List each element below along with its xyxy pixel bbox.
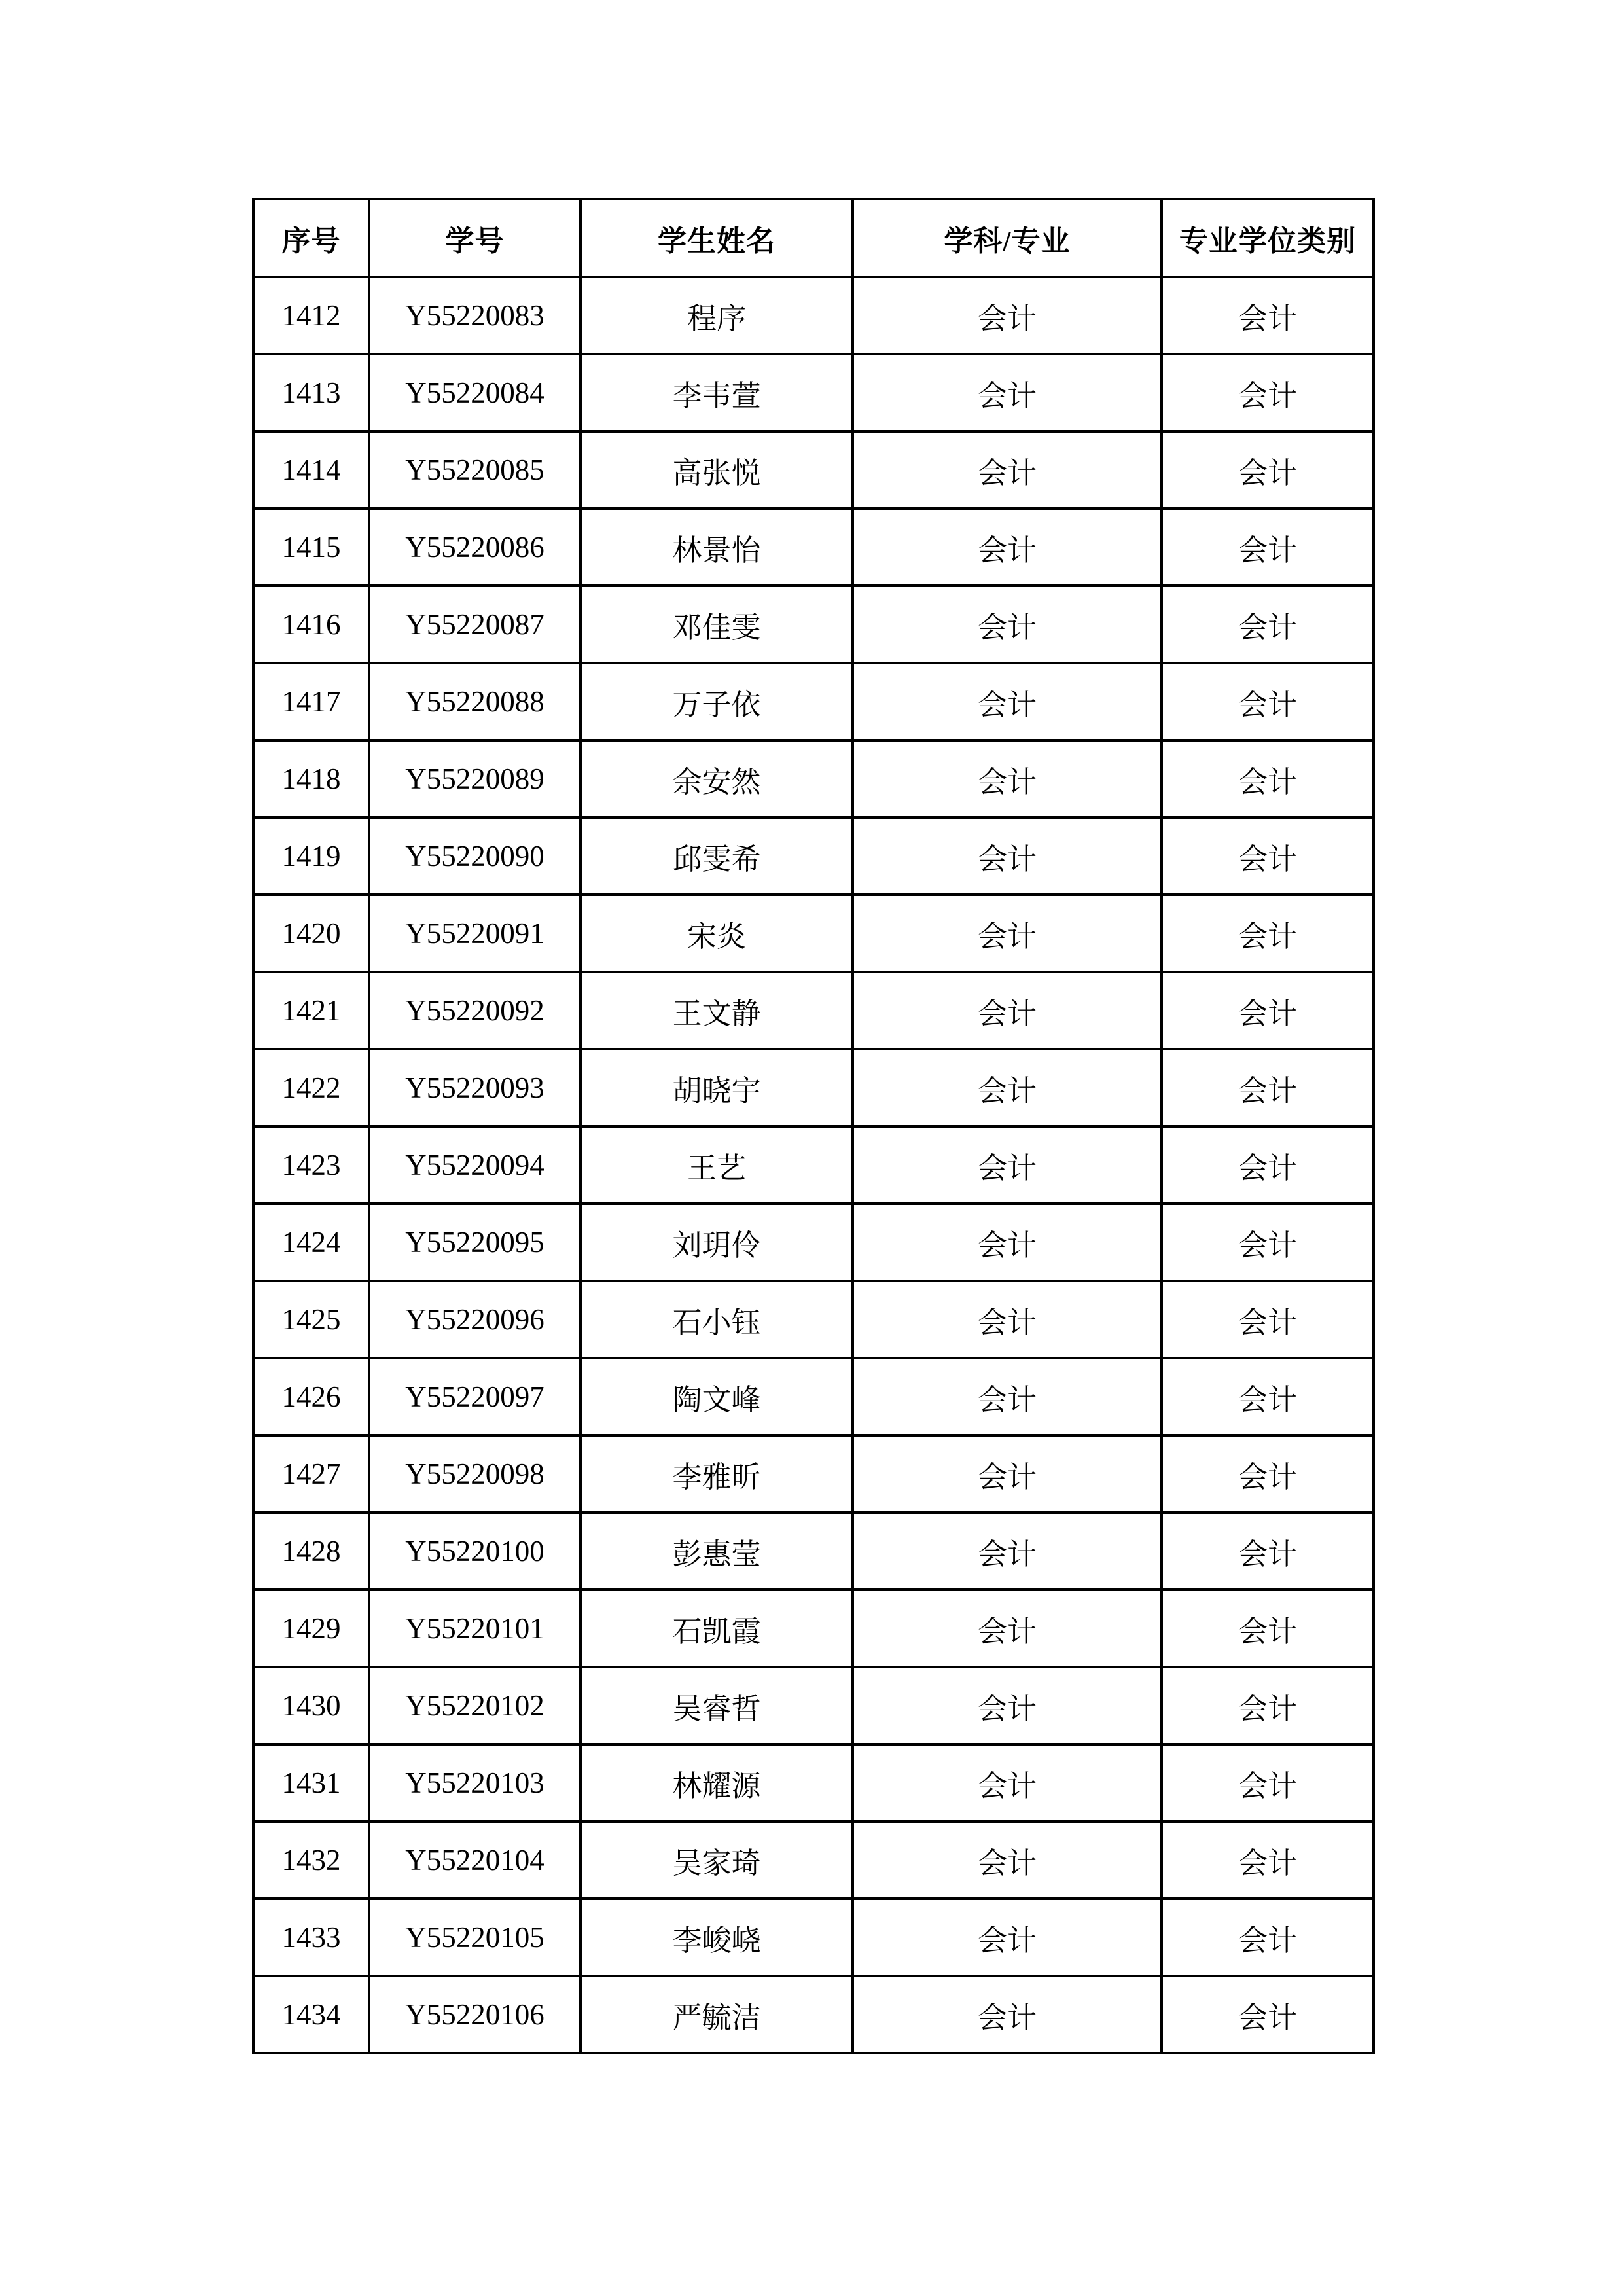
serial-cell: 1413 xyxy=(253,354,369,431)
table-row xyxy=(253,1358,1374,1435)
student-name-cell: 程序 xyxy=(580,277,853,354)
major-cell: 会计 xyxy=(853,1667,1162,1744)
header-degree-category: 专业学位类别 xyxy=(1162,199,1374,277)
table-row xyxy=(253,972,1374,1049)
degree-category-cell: 会计 xyxy=(1162,972,1374,1049)
header-serial: 序号 xyxy=(253,199,369,277)
student-id-cell: Y55220093 xyxy=(369,1049,580,1126)
major-cell: 会计 xyxy=(853,1899,1162,1976)
major-cell: 会计 xyxy=(853,895,1162,972)
degree-category-cell: 会计 xyxy=(1162,1281,1374,1358)
student-name-cell: 石凯霞 xyxy=(580,1590,853,1667)
table-row xyxy=(253,1821,1374,1899)
student-roster-table xyxy=(252,198,1375,2054)
serial-cell: 1423 xyxy=(253,1126,369,1204)
major-cell: 会计 xyxy=(853,1976,1162,2053)
student-id-cell: Y55220084 xyxy=(369,354,580,431)
student-id-cell: Y55220096 xyxy=(369,1281,580,1358)
table-row xyxy=(253,1513,1374,1590)
serial-cell: 1425 xyxy=(253,1281,369,1358)
degree-category-cell: 会计 xyxy=(1162,1049,1374,1126)
major-cell: 会计 xyxy=(853,1744,1162,1821)
student-name-cell: 林耀源 xyxy=(580,1744,853,1821)
student-name-cell: 胡晓宇 xyxy=(580,1049,853,1126)
student-name-cell: 林景怡 xyxy=(580,509,853,586)
student-name-cell: 陶文峰 xyxy=(580,1358,853,1435)
major-cell: 会计 xyxy=(853,431,1162,509)
student-name-cell: 王文静 xyxy=(580,972,853,1049)
degree-category-cell: 会计 xyxy=(1162,895,1374,972)
student-id-cell: Y55220094 xyxy=(369,1126,580,1204)
student-name-cell: 宋炎 xyxy=(580,895,853,972)
degree-category-cell: 会计 xyxy=(1162,1667,1374,1744)
student-name-cell: 王艺 xyxy=(580,1126,853,1204)
major-cell: 会计 xyxy=(853,586,1162,663)
table-row xyxy=(253,740,1374,817)
degree-category-cell: 会计 xyxy=(1162,1513,1374,1590)
serial-cell: 1432 xyxy=(253,1821,369,1899)
table-row xyxy=(253,431,1374,509)
serial-cell: 1422 xyxy=(253,1049,369,1126)
student-name-cell: 石小钰 xyxy=(580,1281,853,1358)
major-cell: 会计 xyxy=(853,1358,1162,1435)
table-row xyxy=(253,1049,1374,1126)
student-name-cell: 吴睿哲 xyxy=(580,1667,853,1744)
serial-cell: 1424 xyxy=(253,1204,369,1281)
serial-cell: 1431 xyxy=(253,1744,369,1821)
major-cell: 会计 xyxy=(853,1281,1162,1358)
table-row xyxy=(253,509,1374,586)
degree-category-cell: 会计 xyxy=(1162,1590,1374,1667)
student-id-cell: Y55220106 xyxy=(369,1976,580,2053)
serial-cell: 1427 xyxy=(253,1435,369,1513)
table-body xyxy=(253,277,1374,2053)
student-name-cell: 严毓洁 xyxy=(580,1976,853,2053)
student-name-cell: 李峻峣 xyxy=(580,1899,853,1976)
table-row xyxy=(253,277,1374,354)
table-row xyxy=(253,1744,1374,1821)
student-id-cell: Y55220088 xyxy=(369,663,580,740)
table-header xyxy=(253,199,1374,277)
degree-category-cell: 会计 xyxy=(1162,509,1374,586)
header-student-id: 学号 xyxy=(369,199,580,277)
serial-cell: 1414 xyxy=(253,431,369,509)
table-row xyxy=(253,586,1374,663)
table-row xyxy=(253,663,1374,740)
major-cell: 会计 xyxy=(853,509,1162,586)
student-id-cell: Y55220092 xyxy=(369,972,580,1049)
degree-category-cell: 会计 xyxy=(1162,1744,1374,1821)
serial-cell: 1419 xyxy=(253,817,369,895)
student-id-cell: Y55220091 xyxy=(369,895,580,972)
student-id-cell: Y55220085 xyxy=(369,431,580,509)
student-name-cell: 高张悦 xyxy=(580,431,853,509)
major-cell: 会计 xyxy=(853,277,1162,354)
major-cell: 会计 xyxy=(853,740,1162,817)
serial-cell: 1428 xyxy=(253,1513,369,1590)
major-cell: 会计 xyxy=(853,817,1162,895)
student-id-cell: Y55220095 xyxy=(369,1204,580,1281)
degree-category-cell: 会计 xyxy=(1162,354,1374,431)
serial-cell: 1421 xyxy=(253,972,369,1049)
serial-cell: 1433 xyxy=(253,1899,369,1976)
degree-category-cell: 会计 xyxy=(1162,277,1374,354)
table-row xyxy=(253,1126,1374,1204)
student-id-cell: Y55220104 xyxy=(369,1821,580,1899)
table-row xyxy=(253,1899,1374,1976)
degree-category-cell: 会计 xyxy=(1162,740,1374,817)
table-row xyxy=(253,1976,1374,2053)
major-cell: 会计 xyxy=(853,1821,1162,1899)
degree-category-cell: 会计 xyxy=(1162,1358,1374,1435)
table-row xyxy=(253,817,1374,895)
student-id-cell: Y55220102 xyxy=(369,1667,580,1744)
table-row xyxy=(253,1281,1374,1358)
major-cell: 会计 xyxy=(853,1049,1162,1126)
student-name-cell: 彭惠莹 xyxy=(580,1513,853,1590)
degree-category-cell: 会计 xyxy=(1162,1976,1374,2053)
student-name-cell: 万子依 xyxy=(580,663,853,740)
degree-category-cell: 会计 xyxy=(1162,1821,1374,1899)
degree-category-cell: 会计 xyxy=(1162,817,1374,895)
degree-category-cell: 会计 xyxy=(1162,431,1374,509)
major-cell: 会计 xyxy=(853,354,1162,431)
major-cell: 会计 xyxy=(853,1126,1162,1204)
table-row xyxy=(253,895,1374,972)
serial-cell: 1434 xyxy=(253,1976,369,2053)
student-id-cell: Y55220086 xyxy=(369,509,580,586)
serial-cell: 1415 xyxy=(253,509,369,586)
major-cell: 会计 xyxy=(853,972,1162,1049)
header-major: 学科/专业 xyxy=(853,199,1162,277)
major-cell: 会计 xyxy=(853,1590,1162,1667)
major-cell: 会计 xyxy=(853,1513,1162,1590)
student-id-cell: Y55220100 xyxy=(369,1513,580,1590)
student-id-cell: Y55220103 xyxy=(369,1744,580,1821)
student-name-cell: 邓佳雯 xyxy=(580,586,853,663)
table-row xyxy=(253,1435,1374,1513)
student-name-cell: 吴家琦 xyxy=(580,1821,853,1899)
student-id-cell: Y55220090 xyxy=(369,817,580,895)
serial-cell: 1430 xyxy=(253,1667,369,1744)
degree-category-cell: 会计 xyxy=(1162,1899,1374,1976)
table-row xyxy=(253,1667,1374,1744)
student-name-cell: 李韦萱 xyxy=(580,354,853,431)
degree-category-cell: 会计 xyxy=(1162,1435,1374,1513)
serial-cell: 1417 xyxy=(253,663,369,740)
serial-cell: 1420 xyxy=(253,895,369,972)
degree-category-cell: 会计 xyxy=(1162,1204,1374,1281)
serial-cell: 1426 xyxy=(253,1358,369,1435)
serial-cell: 1416 xyxy=(253,586,369,663)
student-id-cell: Y55220101 xyxy=(369,1590,580,1667)
major-cell: 会计 xyxy=(853,663,1162,740)
student-id-cell: Y55220089 xyxy=(369,740,580,817)
student-name-cell: 刘玥伶 xyxy=(580,1204,853,1281)
major-cell: 会计 xyxy=(853,1204,1162,1281)
student-id-cell: Y55220083 xyxy=(369,277,580,354)
student-id-cell: Y55220105 xyxy=(369,1899,580,1976)
serial-cell: 1418 xyxy=(253,740,369,817)
serial-cell: 1429 xyxy=(253,1590,369,1667)
degree-category-cell: 会计 xyxy=(1162,586,1374,663)
table-row xyxy=(253,1590,1374,1667)
table-row xyxy=(253,354,1374,431)
header-row xyxy=(253,199,1374,277)
header-student-name: 学生姓名 xyxy=(580,199,853,277)
student-name-cell: 余安然 xyxy=(580,740,853,817)
student-id-cell: Y55220097 xyxy=(369,1358,580,1435)
student-id-cell: Y55220087 xyxy=(369,586,580,663)
table-row xyxy=(253,1204,1374,1281)
serial-cell: 1412 xyxy=(253,277,369,354)
student-id-cell: Y55220098 xyxy=(369,1435,580,1513)
student-name-cell: 邱雯希 xyxy=(580,817,853,895)
major-cell: 会计 xyxy=(853,1435,1162,1513)
student-name-cell: 李雅昕 xyxy=(580,1435,853,1513)
degree-category-cell: 会计 xyxy=(1162,1126,1374,1204)
degree-category-cell: 会计 xyxy=(1162,663,1374,740)
